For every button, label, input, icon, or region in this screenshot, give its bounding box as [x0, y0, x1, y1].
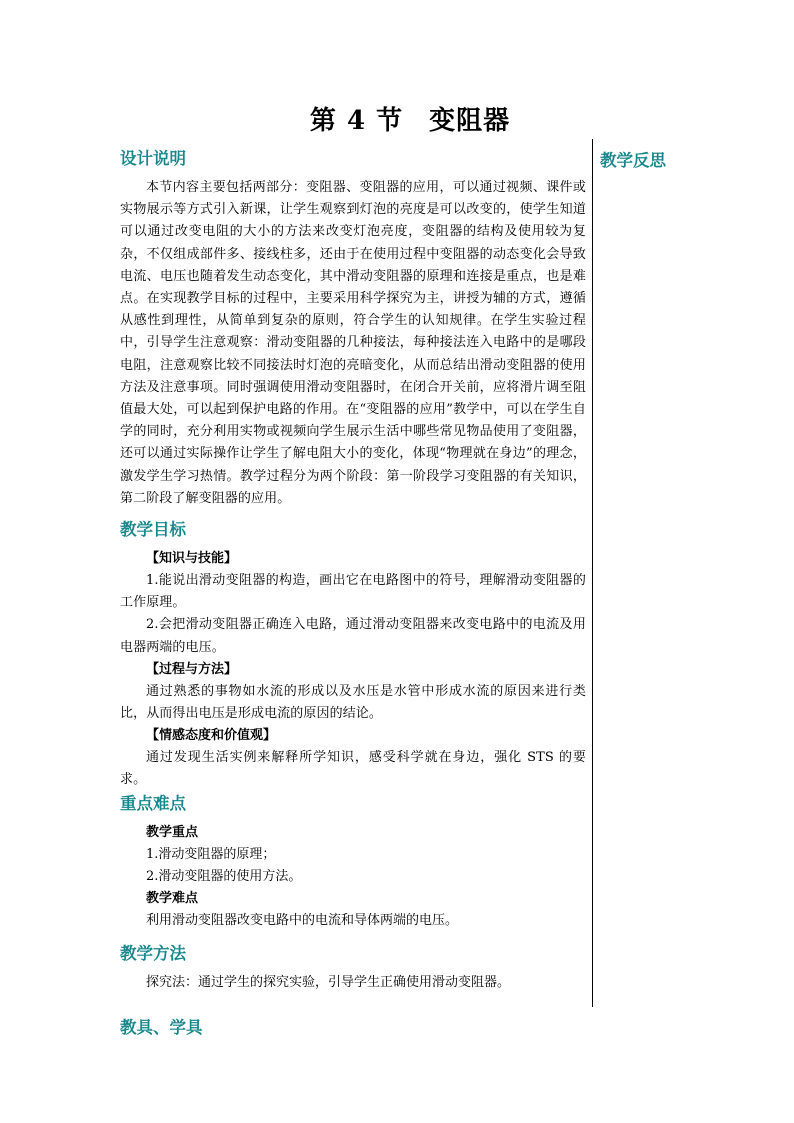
knowledge-item-2: 2.会把滑动变阻器正确连入电路，通过滑动变阻器来改变电路中的电流及用电器两端的电压。	[120, 617, 586, 655]
focus-item-2: 2.滑动变阻器的使用方法。	[146, 868, 302, 884]
process-paragraph: 通过熟悉的事物如水流的形成以及水压是水管中形成水流的原因来进行类比，从而得出电压是形成电流的原因的结论。	[120, 683, 586, 722]
knowledge-label: 【知识与技能】	[146, 551, 238, 567]
methods-text: 探究法：通过学生的探究实验，引导学生正确使用滑动变阻器。	[146, 974, 511, 990]
tools-heading: 教具、学具	[120, 1017, 203, 1037]
process-label: 【过程与方法】	[146, 661, 238, 677]
key-points-heading: 重点难点	[120, 793, 186, 813]
focus-item-1: 1.滑动变阻器的原理；	[146, 846, 276, 862]
reflection-heading: 教学反思	[600, 151, 666, 170]
difficulty-text: 利用滑动变阻器改变电路中的电流和导体两端的电压。	[146, 912, 459, 928]
knowledge-item-1: 1.能说出滑动变阻器的构造，画出它在电路图中的符号，理解滑动变阻器的工作原理。	[120, 573, 586, 611]
methods-heading: 教学方法	[120, 943, 186, 963]
objectives-heading: 教学目标	[120, 520, 186, 540]
title-topic: 变阻器	[429, 106, 511, 136]
column-divider	[592, 139, 593, 1007]
title-section-number: 第 4 节	[309, 106, 404, 136]
emotion-paragraph: 通过发现生活实例来解释所学知识，感受科学就在身边，强化 STS 的要求。	[120, 750, 586, 788]
emotion-label: 【情感态度和价值观】	[146, 728, 277, 744]
design-heading: 设计说明	[120, 149, 186, 168]
difficulty-label: 教学难点	[146, 890, 199, 906]
focus-label: 教学重点	[146, 824, 199, 840]
design-paragraph: 本节内容主要包括两部分：变阻器、变阻器的应用，可以通过视频、课件或实物展示等方式引入新课，让学生观察到灯泡的亮度是可以改变的，使学生知道可以通过改变电阻的大小的方法来改变灯泡亮度，变阻器的结构及使用较为复杂，不仅组成部件多、接线柱多，还由于在使用过程中变阻器的动态变化会导致电流、电压也随着发生动态变化，其中滑动变阻器的原理和连接是重点，也是难点。在实现教学目标的过程中，主要采用科学探究为主，讲授为辅的方式，遵循从感性到理性，从简单到复杂的原则，符合学生的认知规律。在学生实验过程中，引导学生注意观察：滑动变阻器的几种接法，每种接法连入电路中的是哪段电阻，注意观察比较不同接法时灯泡的亮暗变化，从而总结出滑动变阻器的使用方法及注意事项。同时强调使用滑动变阻器时，在闭合开关前，应将滑片调至阻值最大处，可以起到保护电路的作用。在“变阻器的应用”教学中，可以在学生自学的同时，充分利用实物或视频向学生展示生活中哪些常见物品使用了变阻器，还可以通过实际操作让学生了解电阻大小的变化，体现“物理就在身边”的理念，激发学生学习热情。教学过程分为两个阶段：第一阶段学习变阻器的有关知识，第二阶段了解变阻器的应用。	[120, 180, 586, 506]
main-column	[120, 147, 586, 1046]
page-title	[0, 100, 794, 137]
